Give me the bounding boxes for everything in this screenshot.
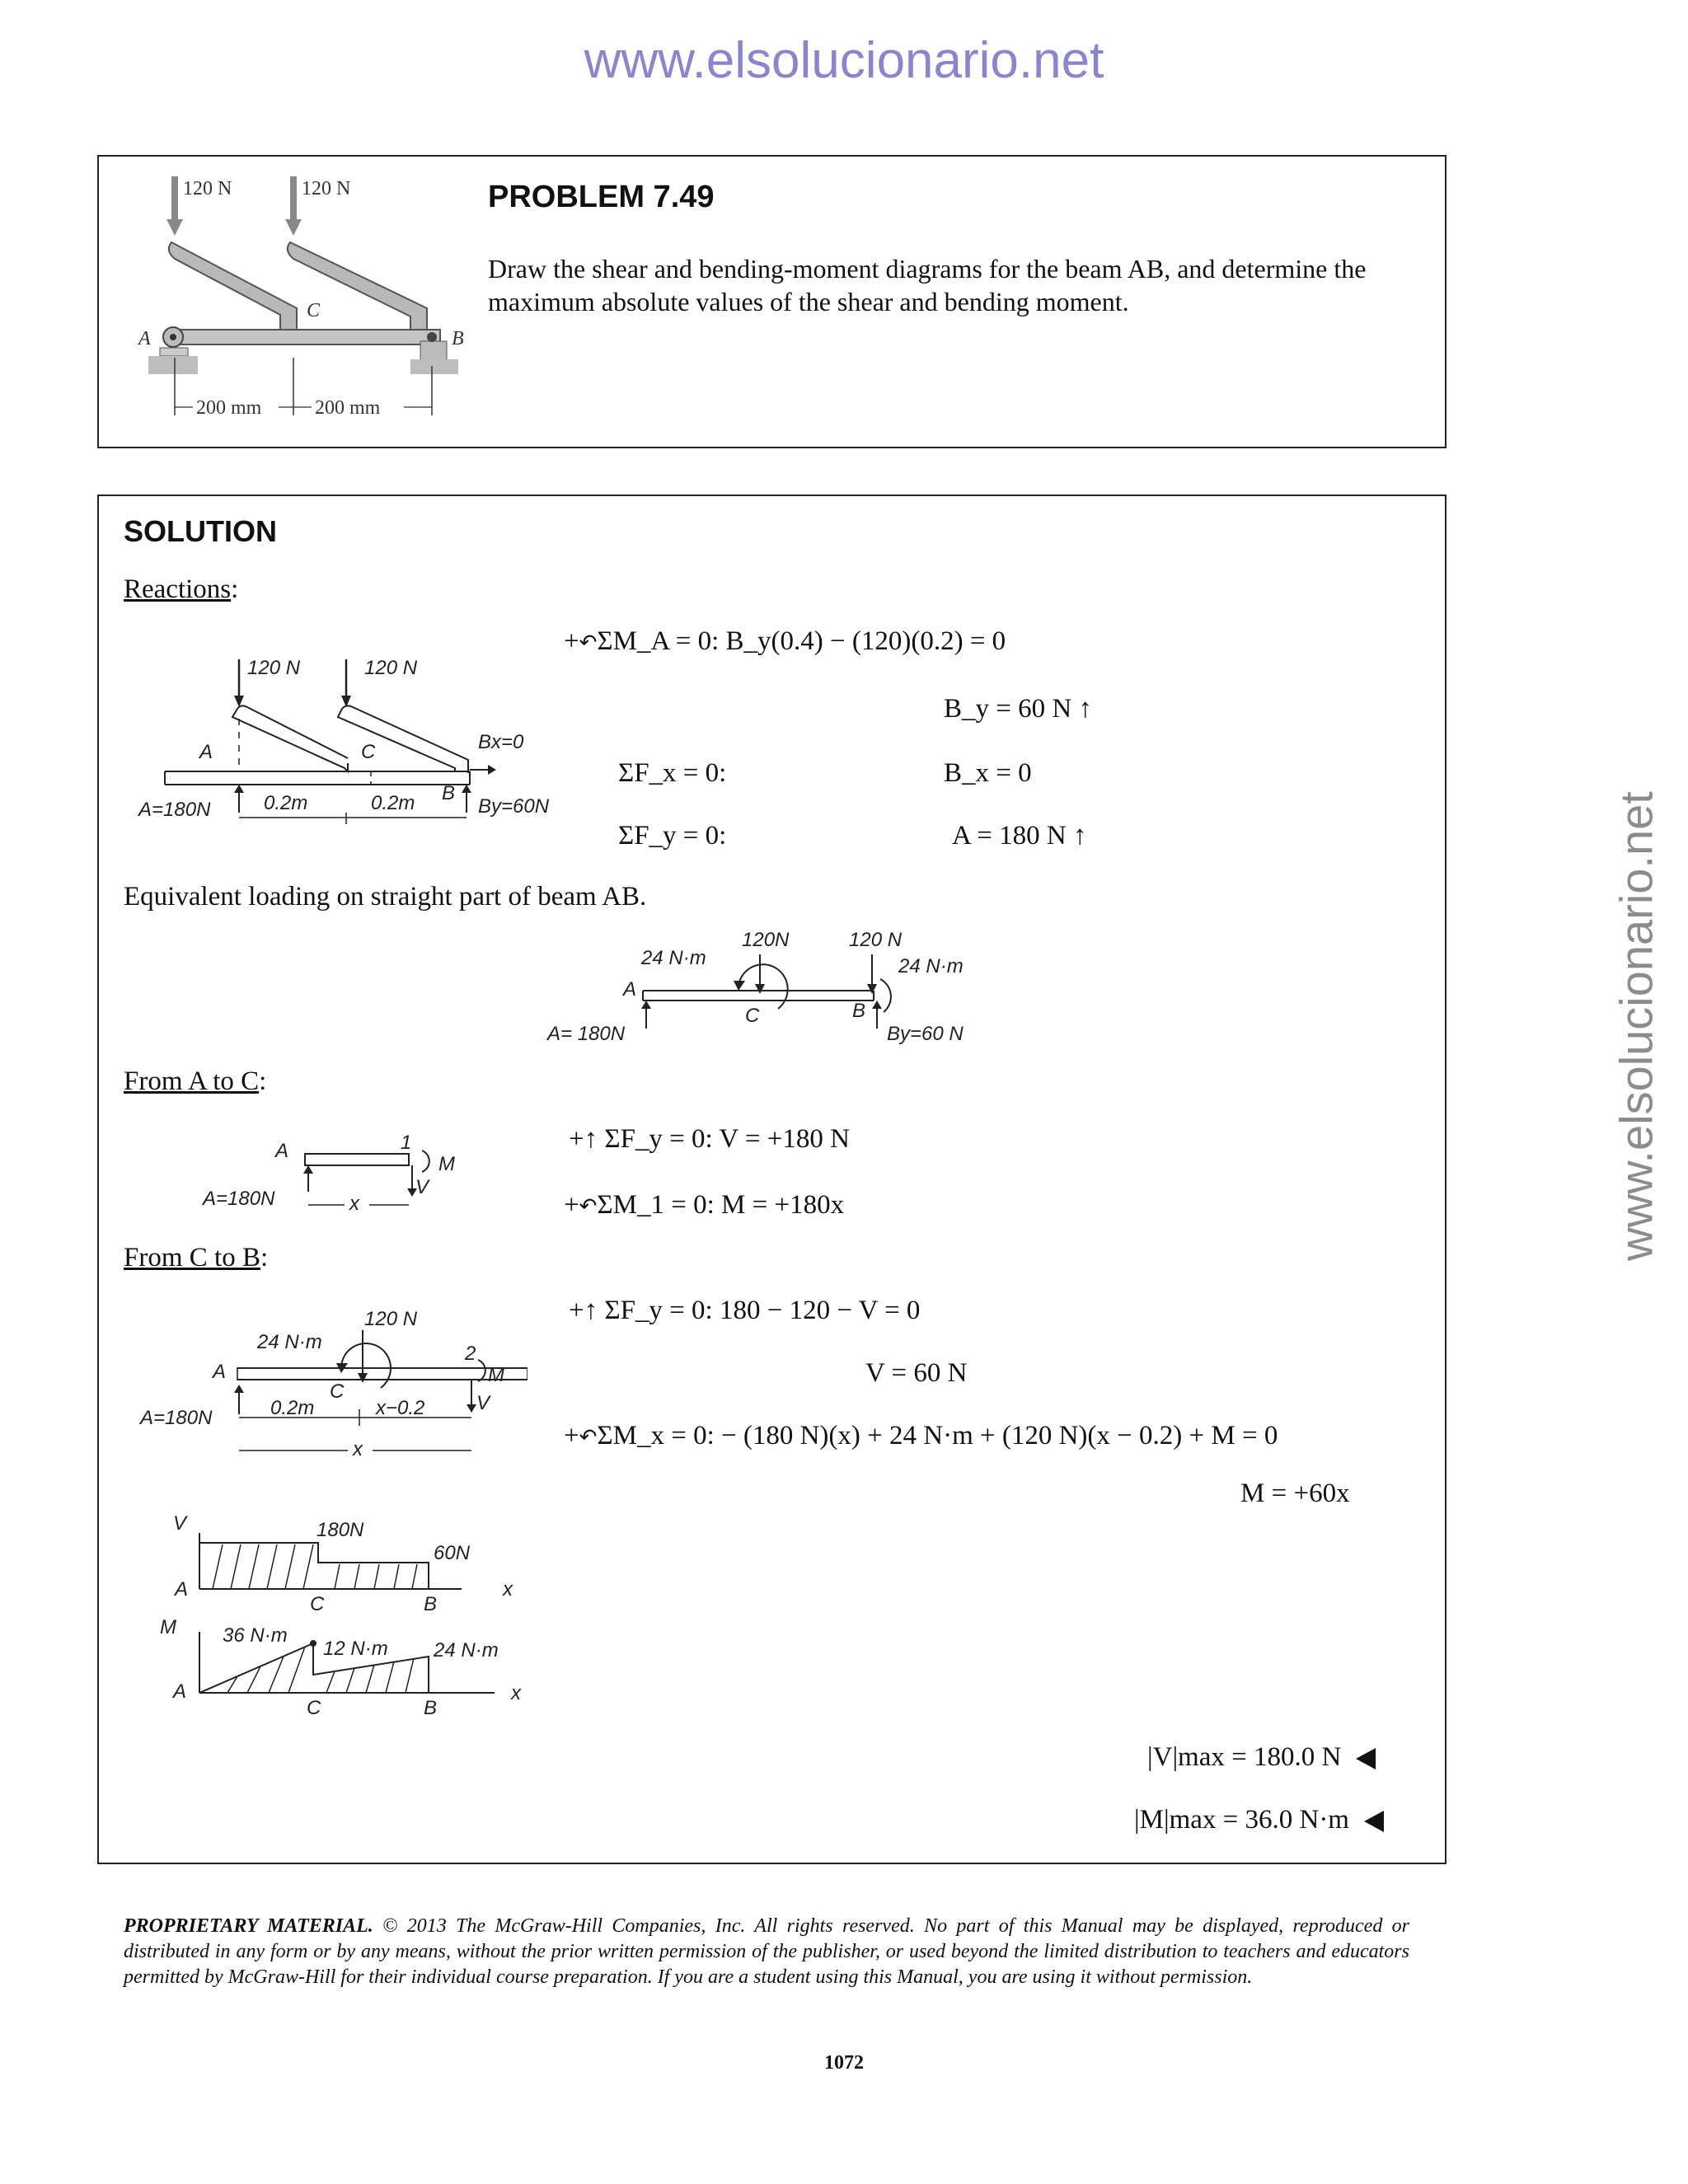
- s2-m1: 24 N·m: [641, 947, 706, 969]
- s1-d2: 0.2m: [371, 792, 415, 814]
- s3-1: 1: [401, 1132, 412, 1154]
- equivalent-sketch: [544, 930, 1006, 1045]
- s3-m: M: [438, 1153, 455, 1175]
- eq-fx: ΣF_x = 0:: [618, 758, 727, 788]
- s2-c: C: [745, 1005, 760, 1027]
- s1-c: C: [361, 741, 376, 763]
- from-a-to-c-label: From A to C:: [124, 1066, 267, 1096]
- m-x: x: [511, 1682, 521, 1704]
- v-180: 180N: [316, 1519, 364, 1541]
- fig-load-2: 120 N: [302, 178, 351, 199]
- s2-ra: A= 180N: [547, 1023, 626, 1045]
- fig-load-1: 120 N: [183, 178, 232, 199]
- s4-c: C: [330, 1380, 345, 1403]
- s4-m: 24 N·m: [257, 1331, 322, 1353]
- reactions-label: Reactions:: [124, 574, 239, 604]
- fig-label-a: A: [138, 328, 151, 349]
- fig-dim-1: 200 mm: [196, 397, 262, 419]
- s4-load: 120 N: [364, 1308, 418, 1330]
- s4-d2: x−0.2: [376, 1397, 425, 1419]
- v-60: 60N: [434, 1542, 471, 1564]
- watermark-top: www.elsolucionario.net: [584, 32, 1104, 89]
- s2-m2: 24 N·m: [898, 955, 964, 977]
- s1-load-2: 120 N: [364, 657, 418, 679]
- s2-load-2: 120 N: [849, 930, 903, 951]
- res-by: B_y = 60 N ↑: [944, 694, 1092, 724]
- problem-box: [97, 155, 1447, 448]
- s4-a: A: [213, 1361, 227, 1383]
- fig-label-c: C: [307, 300, 321, 321]
- s4-d1: 0.2m: [270, 1397, 315, 1419]
- ac-sketch: [198, 1129, 495, 1220]
- m-axis-label: M: [160, 1616, 176, 1638]
- v-a: A: [175, 1578, 189, 1601]
- answer-marker-icon: [1356, 1748, 1376, 1769]
- eq-fy: ΣF_y = 0:: [618, 821, 727, 851]
- ac-eq-fy: +↑ ΣF_y = 0: V = +180 N: [569, 1124, 850, 1154]
- cb-res-m: M = +60x: [1240, 1479, 1350, 1508]
- answer-v: |V|max = 180.0 N: [1147, 1742, 1376, 1773]
- s4-mm: M: [488, 1364, 504, 1386]
- s3-a: A: [275, 1140, 289, 1162]
- m-24: 24 N·m: [434, 1639, 499, 1661]
- page-number: 1072: [824, 2052, 864, 2074]
- s2-load-1: 120N: [742, 930, 790, 951]
- fig-dim-2: 200 mm: [315, 397, 381, 419]
- m-b: B: [424, 1697, 438, 1719]
- watermark-side: www.elsolucionario.net: [1610, 791, 1662, 1261]
- s4-ra: A=180N: [140, 1407, 213, 1429]
- equivalent-label: Equivalent loading on straight part of beam AB.: [124, 882, 647, 912]
- problem-title: PROBLEM 7.49: [488, 180, 715, 214]
- s1-b: B: [442, 782, 456, 804]
- cb-sketch: [132, 1302, 528, 1467]
- problem-figure: [124, 168, 536, 432]
- eq-moment-a: +↶ΣM_A = 0: B_y(0.4) − (120)(0.2) = 0: [564, 626, 1006, 656]
- m-a: A: [173, 1680, 187, 1703]
- reactions-sketch: [132, 651, 560, 841]
- s3-ra: A=180N: [203, 1188, 275, 1210]
- problem-statement: Draw the shear and bending-moment diagrams for the beam AB, and determine the maximum absolute values of the shear and bending moment.: [488, 254, 1367, 316]
- fig-label-b: B: [452, 328, 464, 349]
- s2-a: A: [623, 978, 637, 1001]
- footer: PROPRIETARY MATERIAL. © 2013 The McGraw-Hill Companies, Inc. All rights reserved. No part of this Manual may be displayed, reproduced or distributed in any form or by any means, without the prior written permission of the publisher, or used beyond the limited distribution to teachers and educators permitted by McGraw-Hill for their individual course preparation. If you are a student using this Manual, you are using it without permission.: [124, 1915, 1410, 1988]
- v-axis-label: V: [173, 1512, 187, 1535]
- s1-ra: A=180N: [138, 799, 211, 821]
- s4-x: x: [353, 1438, 363, 1460]
- s4-v: V: [476, 1392, 490, 1414]
- cb-eq-fy: +↑ ΣF_y = 0: 180 − 120 − V = 0: [569, 1296, 921, 1325]
- m-12: 12 N·m: [323, 1638, 388, 1660]
- s1-d1: 0.2m: [264, 792, 308, 814]
- solution-heading: SOLUTION: [124, 514, 277, 548]
- res-bx: B_x = 0: [944, 758, 1032, 788]
- cb-eq-m: +↶ΣM_x = 0: − (180 N)(x) + 24 N·m + (120 N)(x − 0.2) + M = 0: [564, 1421, 1278, 1451]
- answer-m: |M|max = 36.0 N·m: [1134, 1805, 1384, 1835]
- v-x: x: [503, 1578, 513, 1601]
- v-b: B: [424, 1593, 438, 1615]
- s3-x: x: [349, 1193, 359, 1215]
- s1-bx: Bx=0: [478, 731, 524, 753]
- s3-v: V: [415, 1176, 429, 1198]
- ac-eq-m: +↶ΣM_1 = 0: M = +180x: [564, 1190, 845, 1220]
- cb-res-v: V = 60 N: [865, 1358, 968, 1388]
- res-a: A = 180 N ↑: [952, 821, 1087, 851]
- s1-load-1: 120 N: [247, 657, 301, 679]
- s1-a: A: [199, 741, 213, 763]
- s1-by: By=60N: [478, 795, 550, 818]
- from-c-to-b-label: From C to B:: [124, 1243, 269, 1272]
- s4-2: 2: [465, 1343, 476, 1365]
- v-c: C: [310, 1593, 325, 1615]
- s2-b: B: [852, 1000, 866, 1022]
- m-c: C: [307, 1697, 321, 1719]
- answer-marker-icon: [1364, 1811, 1384, 1832]
- vm-diagrams: [148, 1508, 560, 1731]
- s2-by: By=60 N: [887, 1023, 964, 1045]
- m-36: 36 N·m: [223, 1624, 288, 1647]
